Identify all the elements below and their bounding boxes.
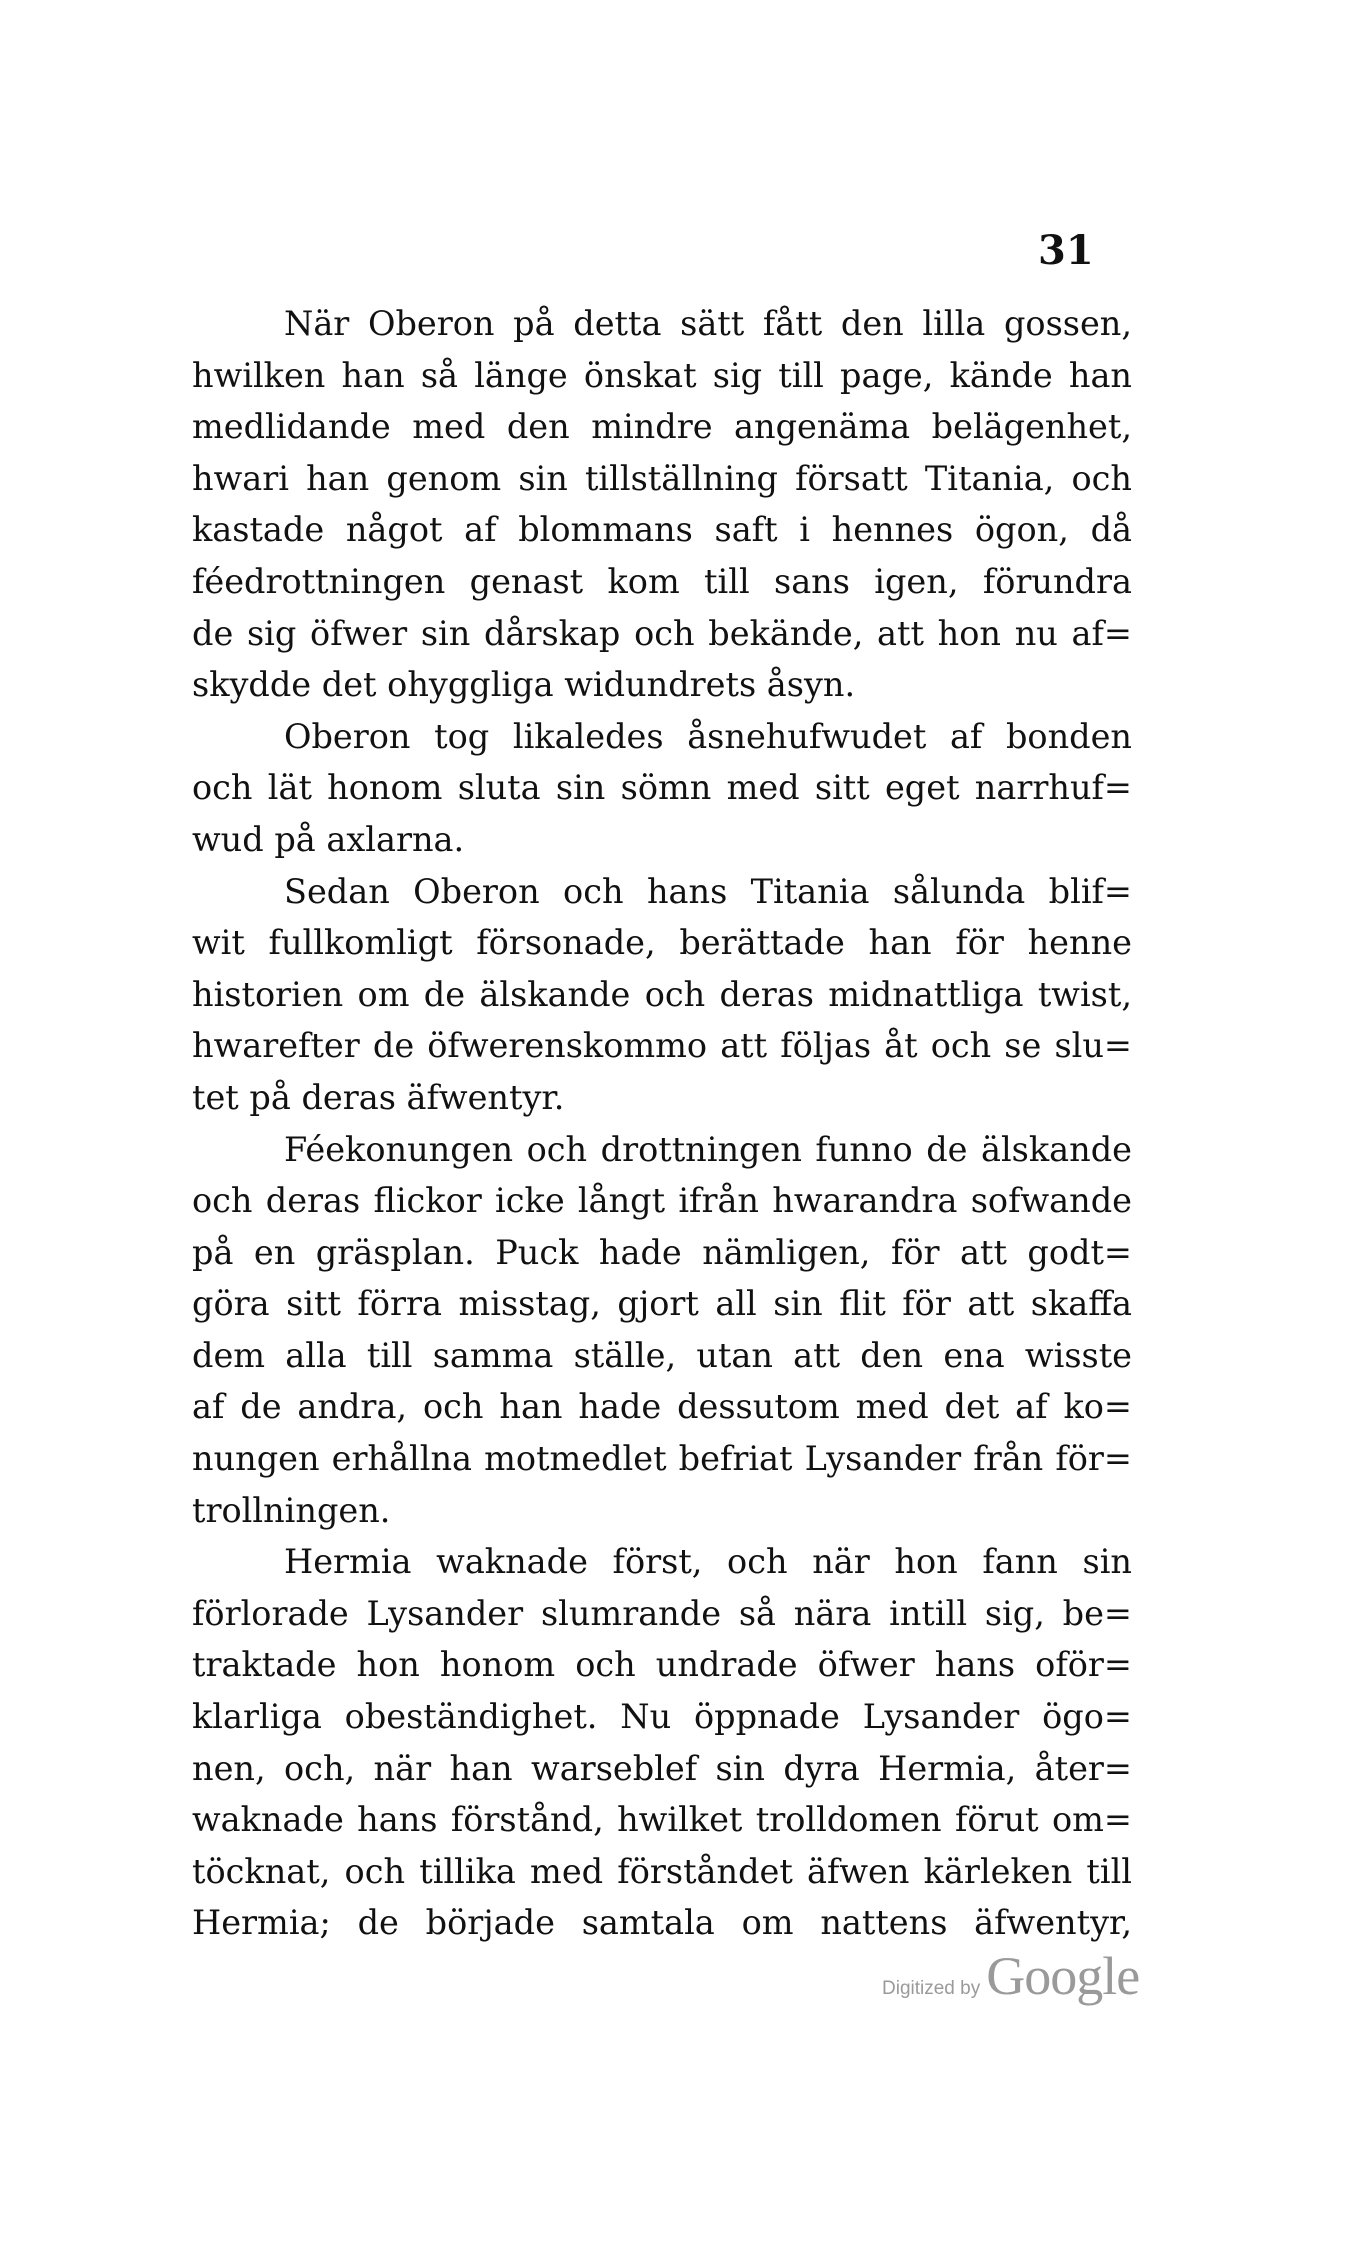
text-line: de sig öfwer sin dårskap och bekände, att hon nu af= — [192, 613, 1132, 653]
text-line: kastade något af blommans saft i hennes ögon, då — [192, 510, 1132, 550]
text-line: och lät honom sluta sin sömn med sitt eget narrhuf= — [192, 768, 1132, 808]
google-logo: Google — [986, 1946, 1140, 2006]
text-line: wud på axlarna. — [192, 819, 465, 859]
text-line: Hermia waknade först, och när hon fann sin — [284, 1542, 1132, 1582]
text-line: Féekonungen och drottningen funno de älskande — [284, 1129, 1132, 1169]
text-line: hwari han genom sin tillställning försatt Titania, och — [192, 458, 1132, 498]
text-line: af de andra, och han hade dessutom med det af ko= — [192, 1387, 1132, 1427]
text-line: töcknat, och tillika med förståndet äfwen kärleken till — [192, 1851, 1132, 1891]
text-line: tet på deras äfwentyr. — [192, 1077, 565, 1117]
text-line: och deras flickor icke långt ifrån hwarandra sofwande — [192, 1181, 1132, 1221]
text-line: När Oberon på detta sätt fått den lilla gossen, — [284, 304, 1132, 343]
text-line: Hermia; de började samtala om nattens äfwentyr, — [192, 1903, 1132, 1943]
text-line: förlorade Lysander slumrande så nära intill sig, be= — [192, 1593, 1132, 1633]
text-line: nungen erhållna motmedlet befriat Lysander från för= — [192, 1439, 1132, 1479]
body-text — [192, 298, 1132, 1949]
text-line: göra sitt förra misstag, gjort all sin flit för att skaffa — [192, 1284, 1132, 1324]
text-line: Oberon tog likaledes åsnehufwudet af bonden — [284, 716, 1132, 756]
text-line: hwarefter de öfwerenskommo att följas åt och se slu= — [192, 1026, 1132, 1066]
text-line: medlidande med den mindre angenäma belägenhet, — [192, 407, 1132, 447]
text-line: dem alla till samma ställe, utan att den ena wisste — [192, 1335, 1132, 1375]
text-line: waknade hans förstånd, hwilket trolldomen förut om= — [192, 1800, 1132, 1840]
watermark-prefix: Digitized by — [882, 1978, 981, 1999]
text-line: hwilken han så länge önskat sig till page, kände han — [192, 355, 1132, 395]
paragraph-5 — [192, 1536, 1132, 1949]
text-line: nen, och, när han warseblef sin dyra Hermia, åter= — [192, 1748, 1132, 1788]
text-line: skydde det ohyggliga widundrets åsyn. — [192, 665, 856, 705]
text-line: historien om de älskande och deras midnattliga twist, — [192, 974, 1132, 1014]
text-line: traktade hon honom och undrade öfwer hans oför= — [192, 1645, 1132, 1685]
paragraph-4 — [192, 1124, 1132, 1537]
text-line: trollningen. — [192, 1490, 391, 1530]
paragraph-3 — [192, 866, 1132, 1124]
text-line: féedrottningen genast kom till sans igen, förundra — [192, 561, 1132, 601]
digitized-watermark — [882, 1945, 1139, 2007]
text-line: Sedan Oberon och hans Titania sålunda blif= — [284, 871, 1132, 911]
paragraph-1 — [192, 298, 1132, 711]
text-line: wit fullkomligt försonade, berättade han för henne — [192, 923, 1132, 963]
text-line: på en gräsplan. Puck hade nämligen, för att godt= — [192, 1232, 1132, 1272]
text-line: klarliga obeständighet. Nu öppnade Lysander ögo= — [192, 1697, 1132, 1737]
paragraph-2 — [192, 711, 1132, 866]
page-number: 31 — [1038, 227, 1094, 274]
